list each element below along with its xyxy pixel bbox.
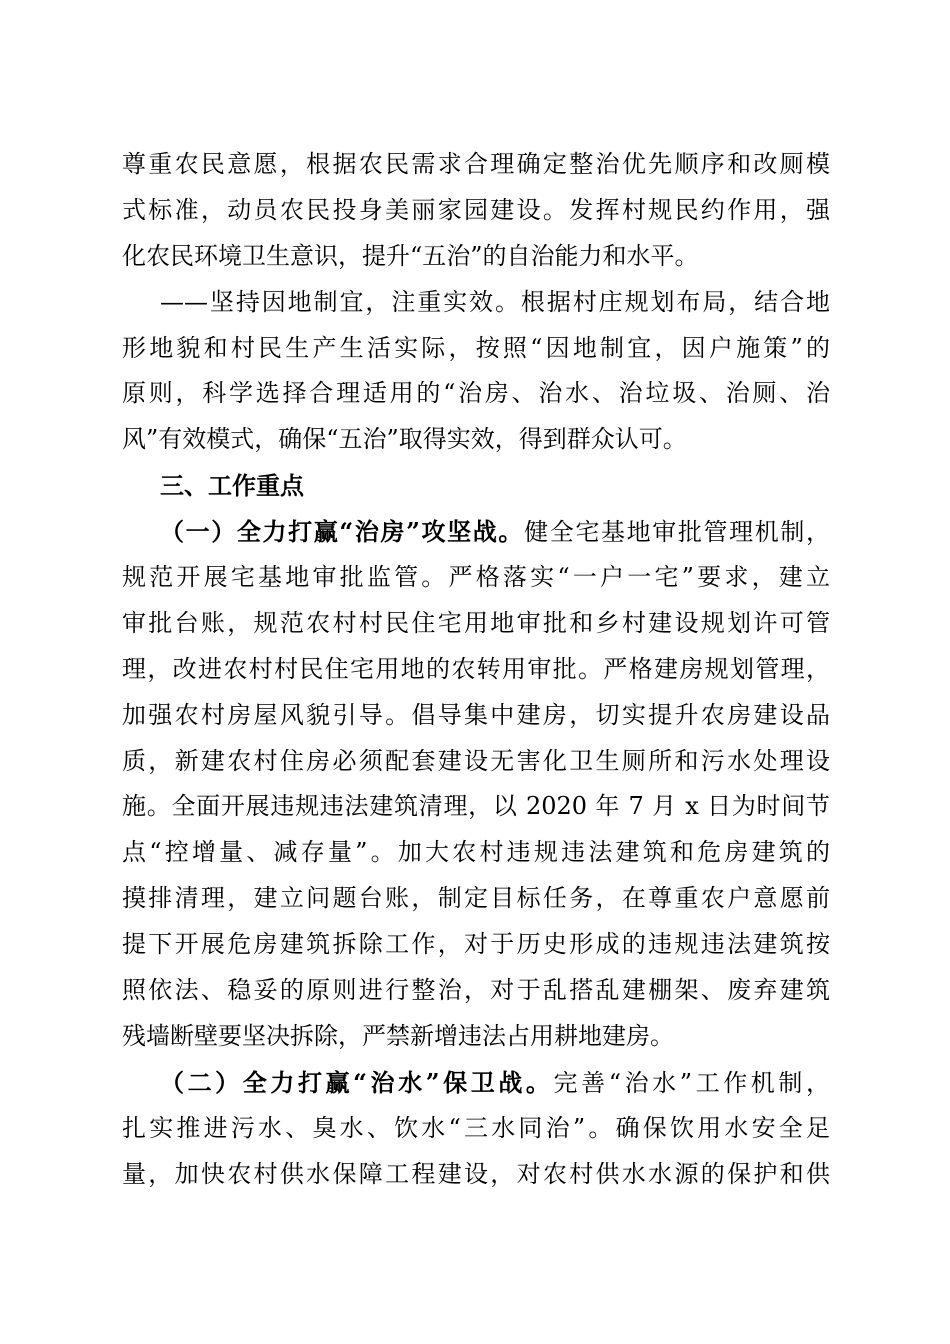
paragraph-text: 完善“治水”工作机制，	[553, 1068, 830, 1097]
paragraph-line: 审批台账，规范农村村民住宅用地审批和乡村建设规划许可管	[122, 608, 830, 637]
section-heading: 三、工作重点	[160, 471, 304, 501]
paragraph-line: 扎实推进污水、臭水、饮水“三水同治”。确保饮用水安全足	[122, 1113, 830, 1142]
paragraph-line: 施。全面开展违规违法建筑清理，以 2020 年 7 月 x 日为时间节	[122, 792, 830, 821]
paragraph-lead: （二）全力打赢“治水”保卫战。	[160, 1067, 554, 1097]
paragraph-line: 量，加快农村供水保障工程建设，对农村供水水源的保护和供	[122, 1159, 830, 1188]
paragraph-line: 理，改进农村村民住宅用地的农转用审批。严格建房规划管理，	[122, 654, 830, 683]
paragraph-line: 质，新建农村住房必须配套建设无害化卫生厕所和污水处理设	[122, 746, 830, 775]
paragraph-line: 提下开展危房建筑拆除工作，对于历史形成的违规违法建筑按	[122, 930, 830, 959]
paragraph-line: 原则，科学选择合理适用的“治房、治水、治垃圾、治厕、治	[122, 379, 830, 408]
paragraph-line: 点“控增量、减存量”。加大农村违规违法建筑和危房建筑的	[122, 838, 830, 867]
paragraph-line: 照依法、稳妥的原则进行整治，对于乱搭乱建棚架、废弃建筑	[122, 976, 830, 1005]
paragraph-line: 化农民环境卫生意识，提升“五治”的自治能力和水平。	[122, 241, 699, 270]
paragraph-line: 形地貌和村民生产生活实际，按照“因地制宜，因户施策”的	[122, 333, 830, 362]
paragraph-line: 尊重农民意愿，根据农民需求合理确定整治优先顺序和改厕模	[122, 150, 830, 178]
paragraph-line	[122, 509, 830, 555]
paragraph-line	[122, 1060, 830, 1106]
document-body	[122, 142, 830, 1197]
paragraph-lead: （一）全力打赢“治房”攻坚战。	[160, 517, 525, 547]
paragraph-line: ——坚持因地制宜，注重实效。根据村庄规划布局，结合地	[160, 287, 830, 316]
paragraph-line: 式标准，动员农民投身美丽家园建设。发挥村规民约作用，强	[122, 195, 830, 224]
paragraph-line: 摸排清理，建立问题台账，制定目标任务，在尊重农户意愿前	[122, 884, 830, 913]
paragraph-text: 健全宅基地审批管理机制，	[524, 518, 830, 547]
paragraph-line: 风”有效模式，确保“五治”取得实效，得到群众认可。	[122, 425, 687, 454]
paragraph-line: 残墙断壁要坚决拆除，严禁新增违法占用耕地建房。	[122, 1021, 674, 1050]
paragraph-line: 加强农村房屋风貌引导。倡导集中建房，切实提升农房建设品	[122, 700, 830, 729]
paragraph-line: 规范开展宅基地审批监管。严格落实“一户一宅”要求，建立	[122, 563, 830, 592]
